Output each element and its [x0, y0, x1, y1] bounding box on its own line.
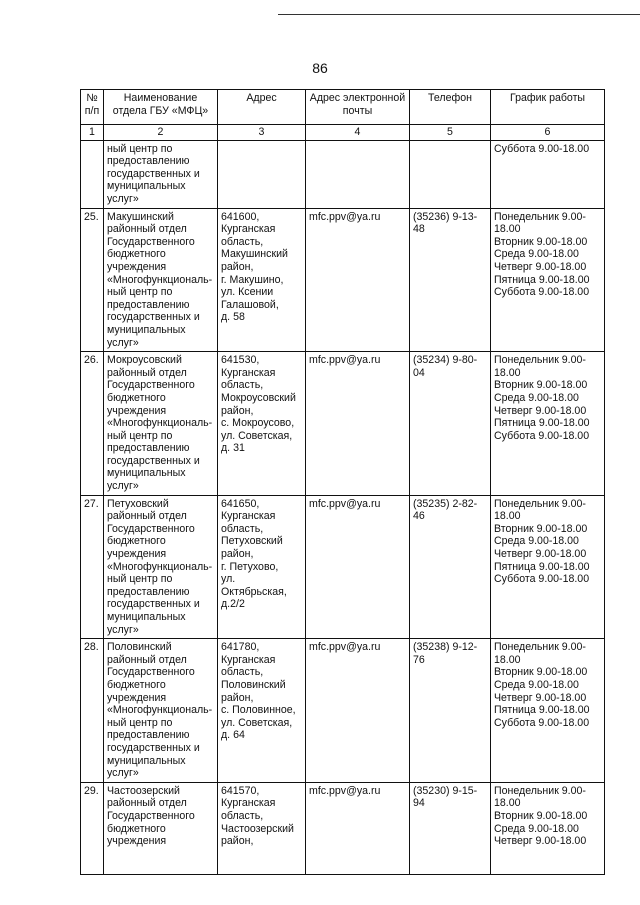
cell-phone: (35236) 9-13- 48	[410, 208, 491, 352]
cell-schedule: Понедельник 9.00- 18.00 Вторник 9.00-18.00 Среда 9.00-18.00 Четверг 9.00-18.00 Пятница 9.00-18.00 Суббота 9.00-18.00	[491, 495, 605, 639]
cell-address	[218, 140, 306, 208]
column-number: 2	[104, 125, 218, 141]
table-row	[81, 352, 605, 496]
column-number: 5	[410, 125, 491, 141]
cell-email: mfc.ppv@ya.ru	[306, 639, 410, 783]
cell-address: 641570, Курганская область, Частоозерский район,	[218, 782, 306, 874]
cell-phone: (35234) 9-80- 04	[410, 352, 491, 496]
cell-address: 641650, Курганская область, Петуховский район, г. Петухово, ул. Октябрьская, д.2/2	[218, 495, 306, 639]
cell-email: mfc.ppv@ya.ru	[306, 495, 410, 639]
header-address: Адрес	[218, 90, 306, 125]
table-row	[81, 208, 605, 352]
cell-schedule: Понедельник 9.00- 18.00 Вторник 9.00-18.00 Среда 9.00-18.00 Четверг 9.00-18.00 Пятница 9.00-18.00 Суббота 9.00-18.00	[491, 639, 605, 783]
cell-phone: (35230) 9-15- 94	[410, 782, 491, 874]
header-row	[81, 90, 605, 125]
table-row	[81, 140, 605, 208]
header-phone: Телефон	[410, 90, 491, 125]
column-number: 6	[491, 125, 605, 141]
cell-email: mfc.ppv@ya.ru	[306, 782, 410, 874]
cell-num: 26.	[81, 352, 104, 496]
cell-phone	[410, 140, 491, 208]
column-number-row	[81, 125, 605, 141]
cell-num: 25.	[81, 208, 104, 352]
cell-address: 641600, Курганская область, Макушинский район, г. Макушино, ул. Ксении Галашовой, д. 58	[218, 208, 306, 352]
header-name: Наименование отдела ГБУ «МФЦ»	[104, 90, 218, 125]
offices-table	[80, 89, 605, 875]
column-number: 3	[218, 125, 306, 141]
cell-name: ный центр по предоставлению государственных и муниципальных услуг»	[104, 140, 218, 208]
cell-phone: (35235) 2-82- 46	[410, 495, 491, 639]
cell-schedule: Понедельник 9.00- 18.00 Вторник 9.00-18.00 Среда 9.00-18.00 Четверг 9.00-18.00 Пятница 9.00-18.00 Суббота 9.00-18.00	[491, 352, 605, 496]
column-number: 1	[81, 125, 104, 141]
cell-email: mfc.ppv@ya.ru	[306, 208, 410, 352]
top-rule	[278, 14, 640, 15]
cell-schedule: Суббота 9.00-18.00	[491, 140, 605, 208]
header-schedule: График работы	[491, 90, 605, 125]
cell-email: mfc.ppv@ya.ru	[306, 352, 410, 496]
cell-num: 29.	[81, 782, 104, 874]
cell-schedule: Понедельник 9.00- 18.00 Вторник 9.00-18.00 Среда 9.00-18.00 Четверг 9.00-18.00 Пятница 9.00-18.00 Суббота 9.00-18.00	[491, 208, 605, 352]
cell-num: 28.	[81, 639, 104, 783]
cell-name: Мокроусовский районный отдел Государственного бюджетного учреждения «Многофункциональ- ный центр по предоставлению государственных и муниципальных услуг»	[104, 352, 218, 496]
cell-email	[306, 140, 410, 208]
header-num: № п/п	[81, 90, 104, 125]
cell-name: Петуховский районный отдел Государственного бюджетного учреждения «Многофункциональ- ный центр по предоставлению государственных и муниципальных услуг»	[104, 495, 218, 639]
cell-name: Половинский районный отдел Государственного бюджетного учреждения «Многофункциональ- ный центр по предоставлению государственных и муниципальных услуг»	[104, 639, 218, 783]
page-number: 86	[312, 60, 328, 76]
table-row	[81, 782, 605, 874]
header-email: Адрес электронной почты	[306, 90, 410, 125]
cell-num	[81, 140, 104, 208]
cell-address: 641780, Курганская область, Половинский район, с. Половинное, ул. Советская, д. 64	[218, 639, 306, 783]
cell-address: 641530, Курганская область, Мокроусовский район, с. Мокроусово, ул. Советская, д. 31	[218, 352, 306, 496]
cell-name: Частоозерский районный отдел Государственного бюджетного учреждения	[104, 782, 218, 874]
cell-phone: (35238) 9-12- 76	[410, 639, 491, 783]
cell-name: Макушинский районный отдел Государственного бюджетного учреждения «Многофункциональ- ный центр по предоставлению государственных и муниципальных услуг»	[104, 208, 218, 352]
cell-schedule: Понедельник 9.00- 18.00 Вторник 9.00-18.00 Среда 9.00-18.00 Четверг 9.00-18.00	[491, 782, 605, 874]
table-row	[81, 495, 605, 639]
table-row	[81, 639, 605, 783]
column-number: 4	[306, 125, 410, 141]
cell-num: 27.	[81, 495, 104, 639]
